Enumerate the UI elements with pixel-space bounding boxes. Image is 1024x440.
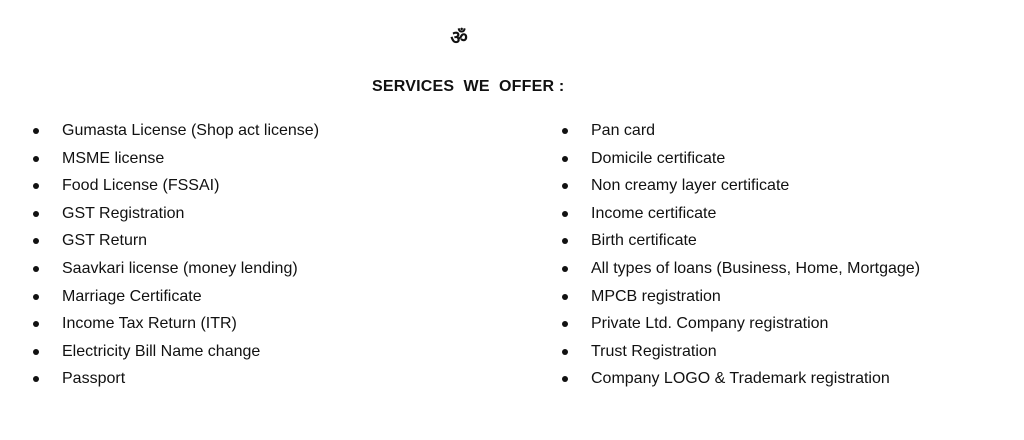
bullet-icon [562,128,568,134]
bullet-icon [562,376,568,382]
service-label: MPCB registration [591,287,721,305]
service-label: Marriage Certificate [62,287,202,305]
om-symbol: ॐ [450,27,468,49]
bullet-icon [562,211,568,217]
bullet-icon [33,266,39,272]
service-label: Private Ltd. Company registration [591,315,829,333]
service-label: Saavkari license (money lending) [62,259,298,277]
service-label: Company LOGO & Trademark registration [591,370,890,388]
bullet-icon [33,376,39,382]
bullet-icon [33,321,39,327]
service-label: Birth certificate [591,232,697,250]
service-label: Passport [62,370,126,388]
service-label: MSME license [62,149,165,167]
service-label: Food License (FSSAI) [62,177,220,195]
service-label: Trust Registration [591,342,717,360]
bullet-icon [562,156,568,162]
service-label: Pan card [591,122,656,139]
bullet-icon [562,321,568,327]
bullet-icon [33,128,39,134]
service-label: GST Return [62,232,148,250]
bullet-icon [33,238,39,244]
bullet-icon [33,156,39,162]
service-label: Electricity Bill Name change [62,342,261,360]
bullet-icon [33,294,39,300]
bullet-icon [562,349,568,355]
bullet-icon [33,183,39,189]
service-label: Non creamy layer certificate [591,177,790,195]
service-label: Gumasta License (Shop act license) [62,122,320,139]
service-label: GST Registration [62,204,185,222]
bullet-icon [562,183,568,189]
service-label: Domicile certificate [591,149,726,167]
bullet-icon [33,211,39,217]
bullet-icon [562,238,568,244]
bullet-icon [562,294,568,300]
bullet-icon [562,266,568,272]
bullet-icon [33,349,39,355]
service-label: All types of loans (Business, Home, Mortgage) [591,259,921,277]
services-heading: SERVICES WE OFFER : [372,78,565,95]
service-label: Income Tax Return (ITR) [62,315,237,333]
service-label: Income certificate [591,204,717,222]
